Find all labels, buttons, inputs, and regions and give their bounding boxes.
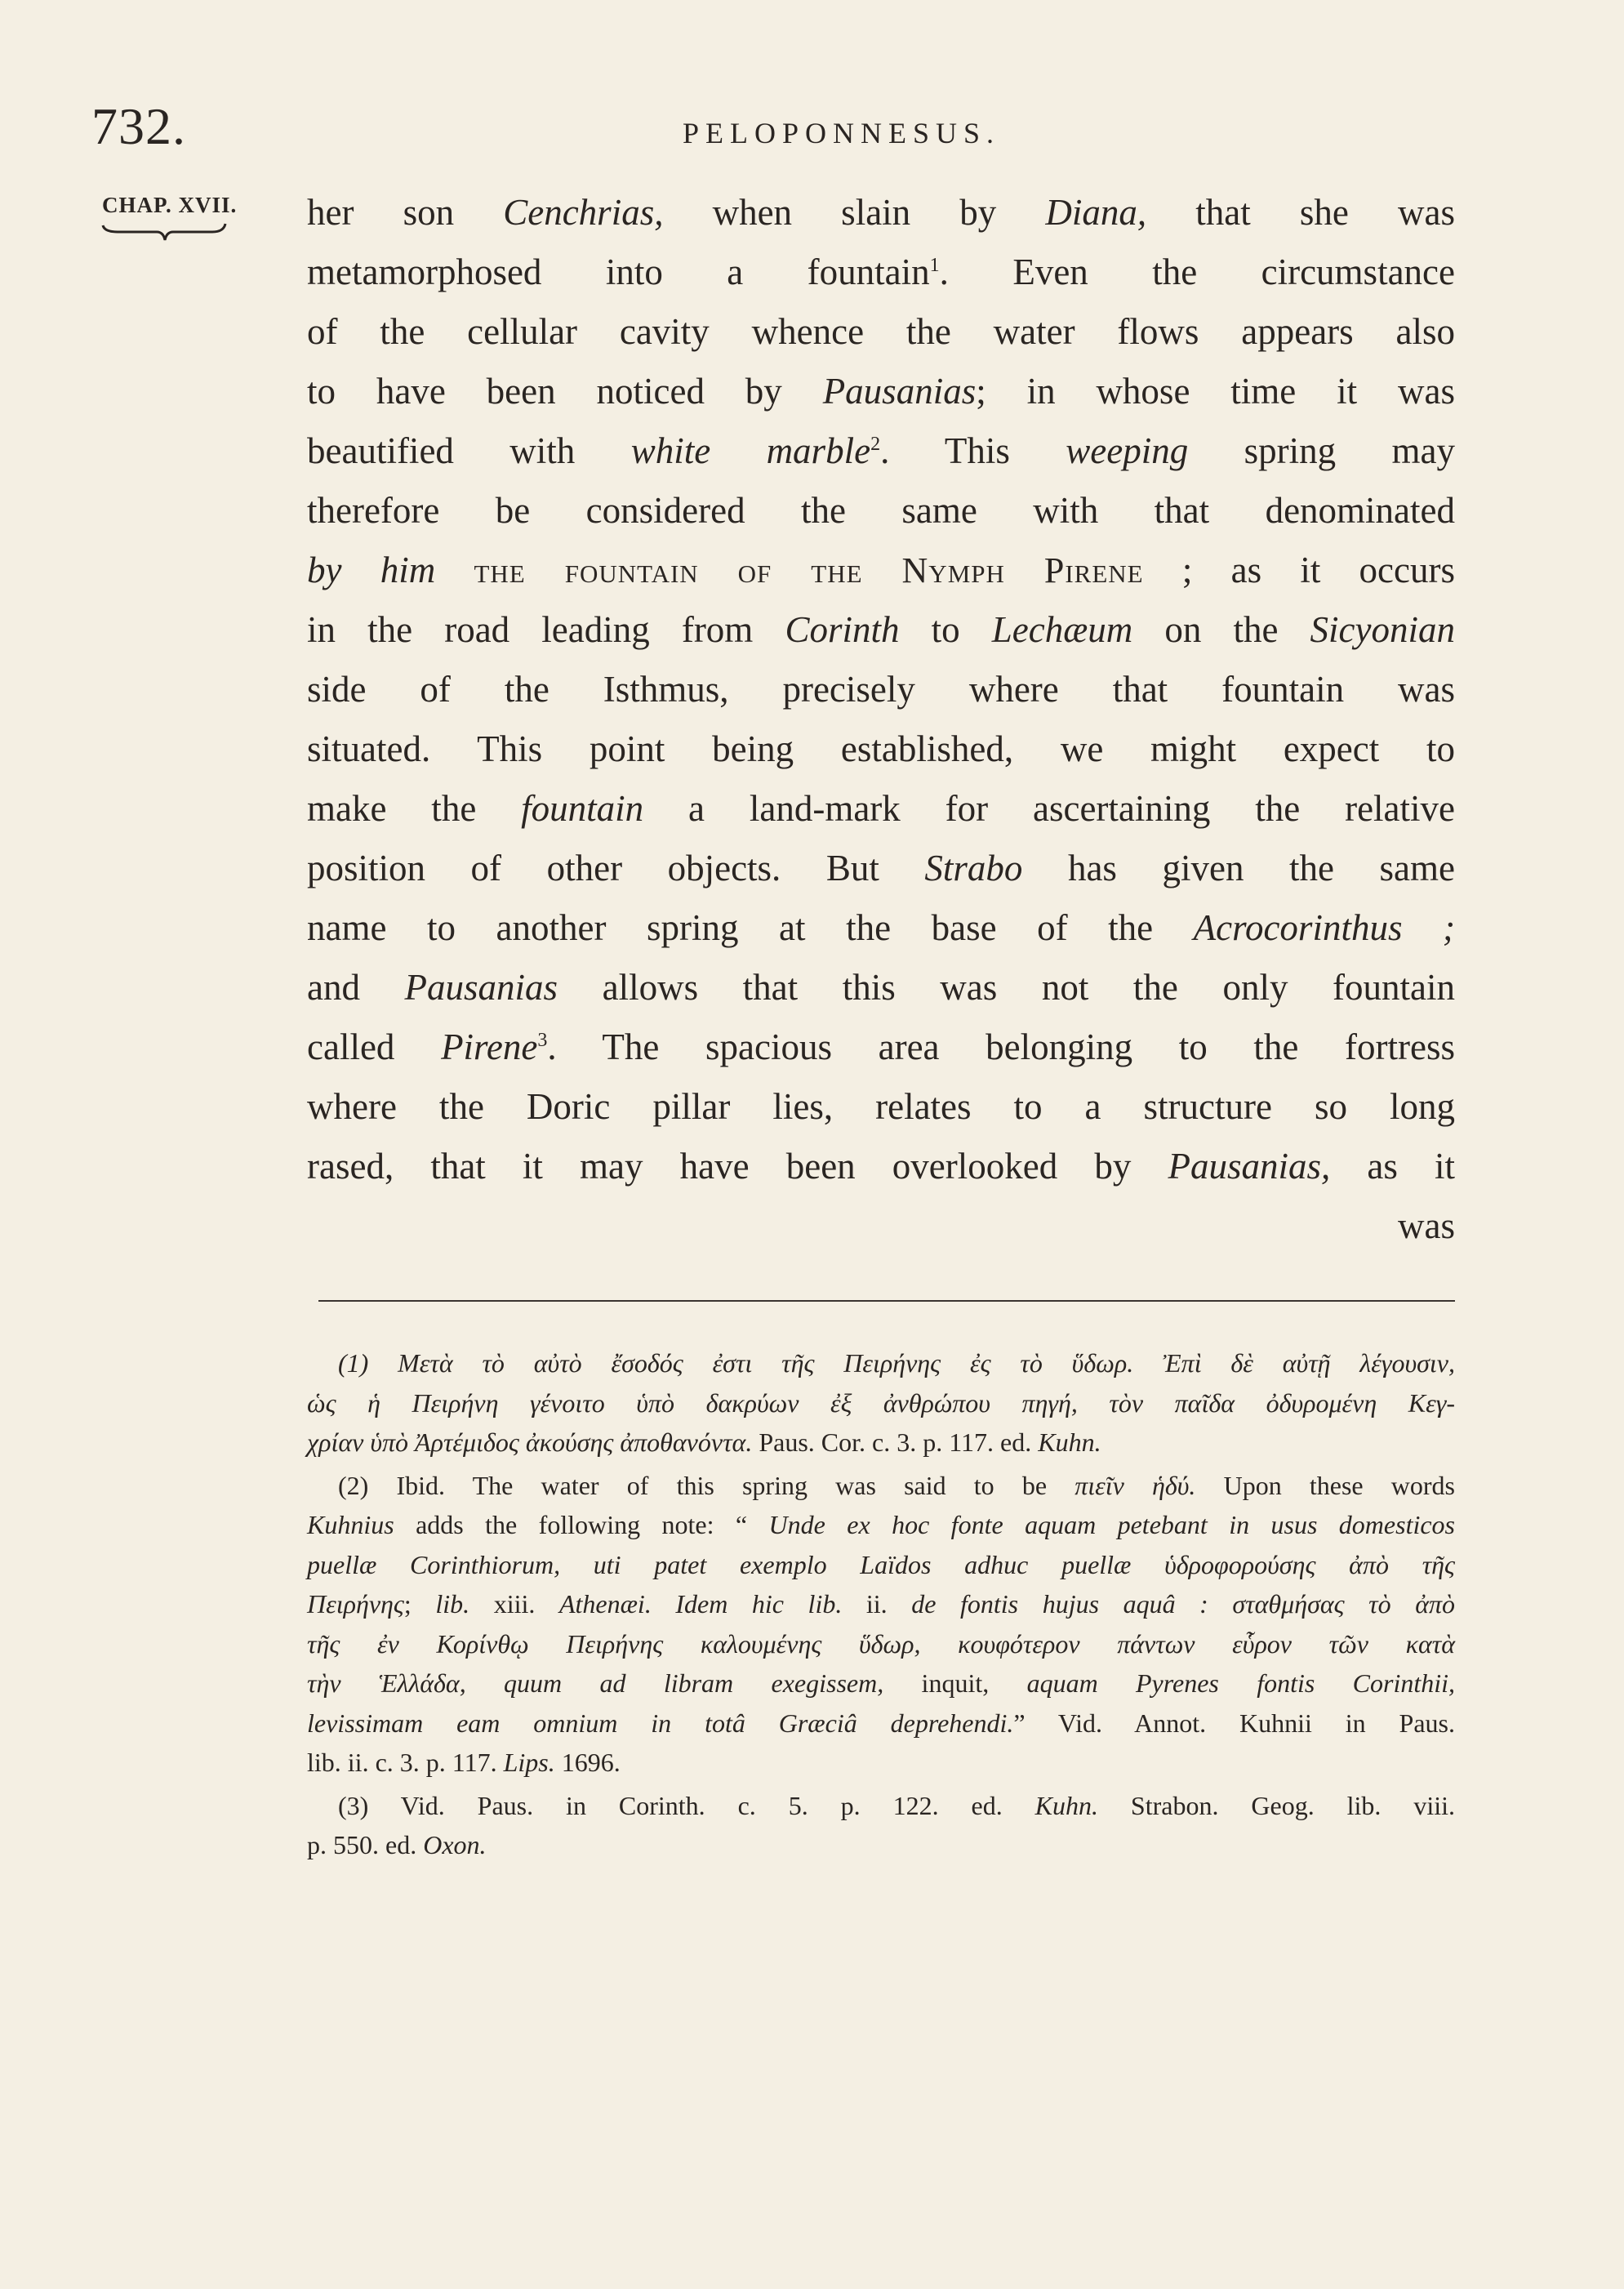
body-line xyxy=(307,839,1455,898)
footnote-line xyxy=(307,1786,1455,1826)
text-run: ; as it occurs xyxy=(1143,550,1456,590)
italic-text: Acrocorinthus ; xyxy=(1193,907,1455,948)
catchword-row xyxy=(307,1196,1455,1256)
chapter-marginal-note: CHAP. XVII. xyxy=(102,193,238,217)
italic-text: Pirene xyxy=(441,1026,538,1067)
italic-text: ὡς ἡ Πειρήνη γένοιτο ὑπὸ δακρύων ἐξ ἀνθρώπου πηγή, τὸν παῖδα ὀδυρομένη Κεγ- xyxy=(307,1387,1455,1418)
italic-text: Lips. xyxy=(503,1748,555,1777)
italic-text: Corinth xyxy=(785,609,900,650)
italic-text: lib. xyxy=(435,1589,470,1619)
page-number: 732. xyxy=(91,97,186,155)
body-line xyxy=(307,302,1455,362)
footnote-line xyxy=(307,1343,1455,1383)
text-run: inquit, xyxy=(883,1668,1027,1698)
text-run: Paus. Cor. c. 3. p. 117. ed. xyxy=(752,1427,1039,1457)
text-run: to xyxy=(899,609,992,650)
text-run: p. 550. ed. xyxy=(307,1830,424,1859)
text-run: her son xyxy=(307,192,504,233)
footnote-ref: 2 xyxy=(870,434,881,455)
text-run: beautified with xyxy=(307,430,631,471)
text-run: name to another spring at the base of the xyxy=(307,907,1194,948)
catchword: was xyxy=(1398,1205,1455,1246)
text-run: therefore be considered the same with that denominated xyxy=(307,490,1455,531)
text-run: to have been noticed by xyxy=(307,371,823,412)
italic-text: Strabo xyxy=(924,848,1023,888)
footnote-line xyxy=(307,1703,1455,1743)
italic-text: Kuhnius xyxy=(307,1510,394,1539)
italic-text: puellæ Corinthiorum, uti patet exemplo Laïdos adhuc puellæ ὑδροφορούσης ἀπὸ τῆς xyxy=(307,1549,1455,1579)
text-run: called xyxy=(307,1026,442,1067)
footnote xyxy=(307,1343,1455,1463)
italic-text: Oxon. xyxy=(423,1830,487,1859)
text-run: lib. ii. c. 3. p. 117. xyxy=(307,1748,504,1777)
footnote-line xyxy=(307,1743,1455,1783)
footnote-line xyxy=(307,1545,1455,1585)
body-line xyxy=(307,600,1455,660)
body-line xyxy=(307,183,1455,243)
italic-text: Pausanias, xyxy=(1168,1146,1331,1187)
text-run: in the road leading from xyxy=(307,609,785,650)
italic-text: Kuhn. xyxy=(1038,1427,1101,1457)
text-run: adds the following note: “ xyxy=(394,1510,769,1539)
body-line xyxy=(307,958,1455,1018)
text-run: situated. This point being established, we might expect to xyxy=(307,728,1455,769)
text-run: ” Vid. Annot. Kuhnii in Paus. xyxy=(1013,1708,1456,1738)
text-run: where the Doric pillar lies, relates to a structure so long xyxy=(307,1086,1455,1127)
running-head: PELOPONNESUS. xyxy=(683,117,1001,149)
italic-text: de fontis hujus aquâ : σταθμήσας τὸ ἀπὸ xyxy=(911,1589,1456,1619)
text-run: . Even the circumstance xyxy=(939,252,1455,292)
body-line xyxy=(307,1137,1455,1196)
text-run: ; xyxy=(403,1589,436,1619)
text-run: and xyxy=(307,967,405,1008)
text-run: . The spacious area belonging to the fortress xyxy=(547,1026,1455,1067)
body-line xyxy=(307,481,1455,541)
body-line xyxy=(307,1018,1455,1077)
text-run: ii. xyxy=(842,1589,912,1619)
italic-text: Lechæum xyxy=(991,609,1133,650)
italic-text: τὴν Ἑλλάδα, quum ad libram exegissem, xyxy=(307,1668,884,1698)
italic-text: πιεῖν ἡδύ. xyxy=(1075,1470,1196,1500)
italic-text: Cenchrias, xyxy=(503,192,664,233)
italic-text: Athenæi. Idem hic lib. xyxy=(558,1589,843,1619)
text-run: make the xyxy=(307,788,522,829)
italic-text: χρίαν ὑπὸ Ἀρτέμιδος ἀκούσης ἀποθανόντα. xyxy=(307,1427,753,1457)
italic-text: (1) Μετὰ τὸ αὐτὸ ἔσοδός ἐστι τῆς Πειρήνης ἐς τὸ ὕδωρ. Ἐπὶ δὲ αὐτῇ λέγουσιν, xyxy=(338,1348,1455,1378)
small-caps-text: the fountain of the Nymph Pirene xyxy=(474,550,1144,590)
text-run: has given the same xyxy=(1022,848,1455,888)
body-line xyxy=(307,660,1455,719)
text-run: rased, that it may have been overlooked by xyxy=(307,1146,1168,1187)
italic-text: Pausanias xyxy=(822,371,977,412)
text-run: on the xyxy=(1132,609,1310,650)
body-line xyxy=(307,719,1455,779)
text-run: that she was xyxy=(1146,192,1455,233)
italic-text: τῆς ἐν Κορίνθῳ Πειρήνης καλουμένης ὕδωρ, κουφότερον πάντων εὗρον τῶν κατὰ xyxy=(307,1628,1455,1659)
body-line xyxy=(307,362,1455,421)
italic-text: Diana, xyxy=(1045,192,1147,233)
italic-text: Pausanias xyxy=(404,967,558,1008)
footnote-line xyxy=(307,1663,1455,1703)
italic-text: weeping xyxy=(1066,430,1189,471)
text-run: Upon these words xyxy=(1195,1470,1456,1500)
italic-text: Πειρήνης xyxy=(307,1589,404,1619)
text-run: 1696. xyxy=(554,1748,621,1777)
body-line xyxy=(307,779,1455,839)
text-run: (2) Ibid. The water of this spring was said to be xyxy=(338,1470,1075,1500)
text-run: metamorphosed into a fountain xyxy=(307,252,930,292)
text-run: a land-mark for ascertaining the relative xyxy=(643,788,1455,829)
body-text xyxy=(307,183,1455,1196)
text-run: Strabon. Geog. lib. viii. xyxy=(1097,1790,1456,1820)
footnote-line xyxy=(307,1825,1455,1865)
text-run: of the cellular cavity whence the water flows appears also xyxy=(307,311,1455,352)
italic-text: aquam Pyrenes fontis Corinthii, xyxy=(1026,1668,1456,1698)
body-line xyxy=(307,421,1455,481)
body-line xyxy=(307,541,1455,600)
italic-text: Kuhn. xyxy=(1034,1790,1098,1820)
text-run: . This xyxy=(880,430,1066,471)
footnote xyxy=(307,1786,1455,1865)
italic-text: fountain xyxy=(521,788,644,829)
footnote-line xyxy=(307,1624,1455,1664)
text-run: xiii. xyxy=(469,1589,559,1619)
text-run: (3) Vid. Paus. in Corinth. c. 5. p. 122. ed. xyxy=(338,1790,1035,1820)
text-run: side of the Isthmus, precisely where that fountain was xyxy=(307,669,1455,710)
text-run: as it xyxy=(1330,1146,1455,1187)
italic-text: by him xyxy=(307,550,436,590)
text-run: ; in whose time it was xyxy=(976,371,1455,412)
italic-text: white marble xyxy=(630,430,871,471)
italic-text: Sicyonian xyxy=(1310,609,1455,650)
text-run: allows that this was not the only fountain xyxy=(558,967,1455,1008)
italic-text: Unde ex hoc fonte aquam petebant in usus domesticos xyxy=(768,1510,1456,1539)
chapter-brace-ornament xyxy=(100,220,230,253)
footnote-line xyxy=(307,1505,1455,1545)
footnote-ref: 3 xyxy=(537,1030,548,1051)
text-run: when slain by xyxy=(663,192,1046,233)
body-line xyxy=(307,898,1455,958)
footnote xyxy=(307,1466,1455,1783)
text-run: spring may xyxy=(1188,430,1455,471)
body-line xyxy=(307,1077,1455,1137)
footnote-ref: 1 xyxy=(929,255,940,276)
footnote-line xyxy=(307,1383,1455,1423)
footnote-line xyxy=(307,1466,1455,1506)
footnote-rule xyxy=(318,1300,1455,1302)
italic-text: levissimam eam omnium in totâ Græciâ deprehendi. xyxy=(307,1708,1014,1738)
footnote-line xyxy=(307,1584,1455,1624)
footnotes xyxy=(307,1343,1455,1868)
text-run: position of other objects. But xyxy=(307,848,925,888)
text-run xyxy=(435,550,474,590)
body-line xyxy=(307,243,1455,302)
footnote-line xyxy=(307,1423,1455,1463)
